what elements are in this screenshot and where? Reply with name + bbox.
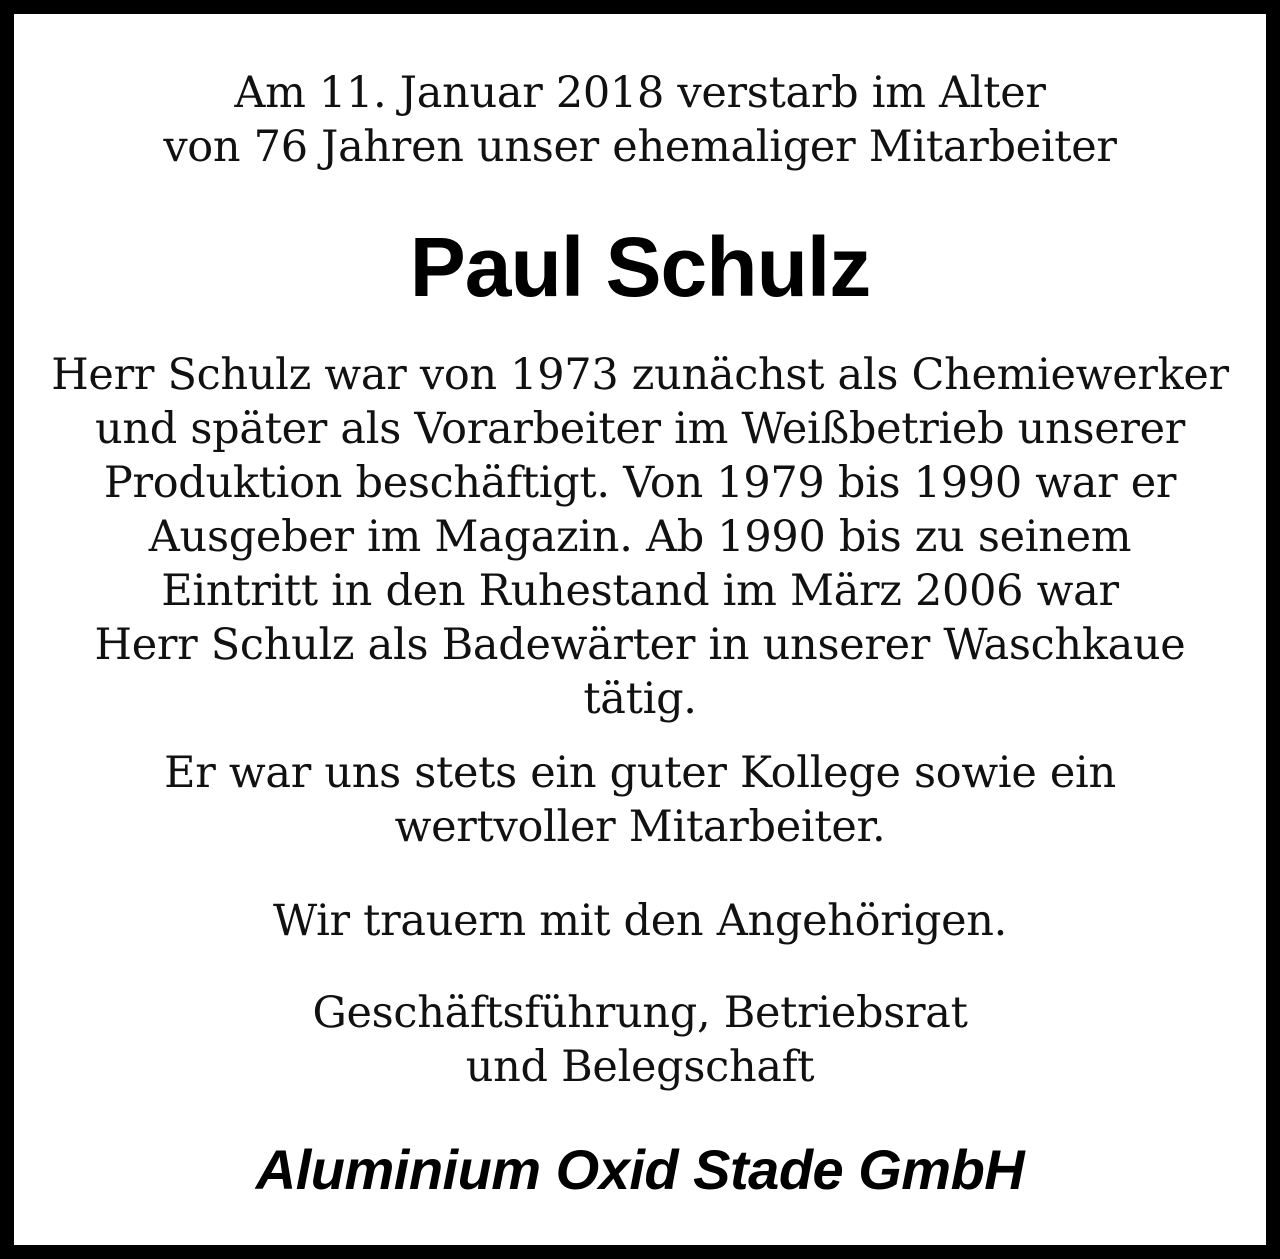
signers-text [14, 986, 1266, 1094]
biography-text [14, 348, 1266, 726]
company-name: Aluminium Oxid Stade GmbH [255, 1138, 1025, 1201]
intro-text [14, 66, 1266, 174]
biography-line: Eintritt in den Ruhestand im März 2006 war [161, 566, 1119, 616]
intro-line: Am 11. Januar 2018 verstarb im Alter [234, 68, 1046, 118]
deceased-name: Paul Schulz [409, 220, 871, 314]
tribute-text [14, 746, 1266, 854]
tribute-line: Er war uns stets ein guter Kollege sowie ein [164, 748, 1116, 798]
tribute-line: wertvoller Mitarbeiter. [394, 802, 886, 852]
intro-line: von 76 Jahren unser ehemaliger Mitarbeiter [163, 122, 1117, 172]
biography-line: Ausgeber im Magazin. Ab 1990 bis zu seinem [148, 512, 1132, 562]
biography-line: Produktion beschäftigt. Von 1979 bis 1990 war er [103, 458, 1177, 508]
biography-line: Herr Schulz war von 1973 zunächst als Chemiewerker [51, 350, 1229, 400]
signers-line: und Belegschaft [465, 1042, 815, 1092]
biography-line: tätig. [583, 674, 697, 724]
mourning-line: Wir trauern mit den Angehörigen. [272, 896, 1008, 946]
biography-line: und später als Vorarbeiter im Weißbetrieb unserer [94, 404, 1186, 454]
signers-line: Geschäftsführung, Betriebsrat [312, 988, 968, 1038]
mourning-text [14, 894, 1266, 948]
biography-line: Herr Schulz als Badewärter in unserer Waschkaue [94, 620, 1186, 670]
